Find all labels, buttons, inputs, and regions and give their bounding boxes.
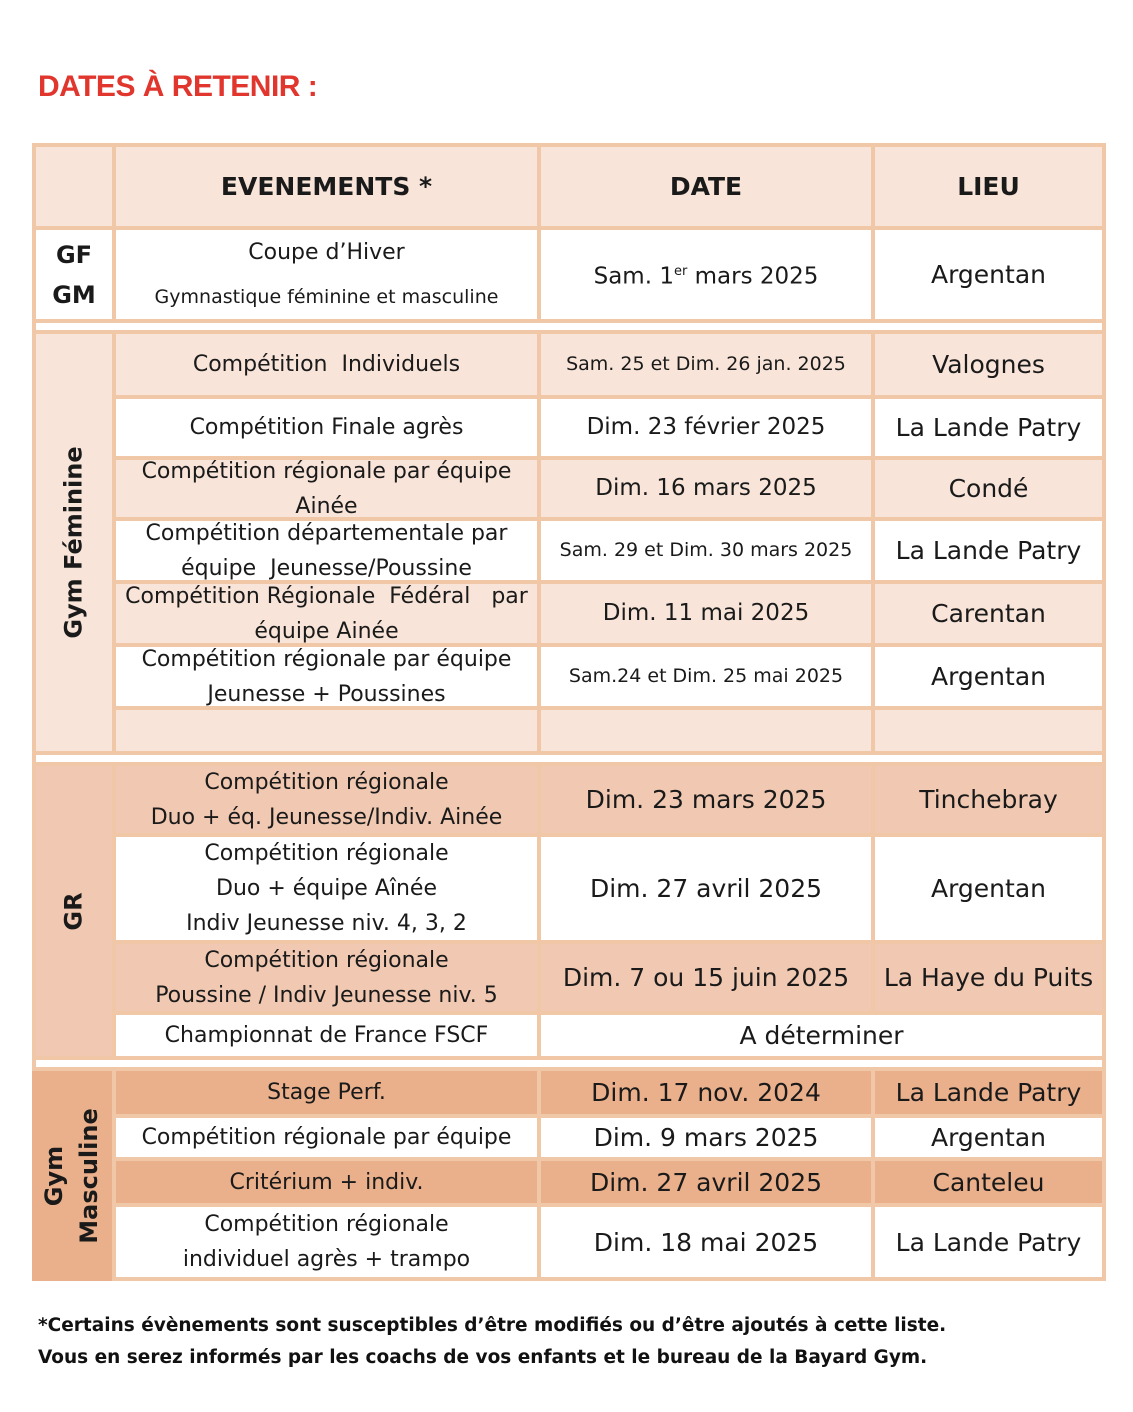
lieu-cell: La Lande Patry	[875, 1071, 1102, 1114]
footnote	[38, 1310, 946, 1374]
event-cell: Compétition régionale par équipe Ainée	[116, 460, 537, 517]
event-cell: Compétition régionale individuel agrès + trampo	[116, 1207, 537, 1277]
lieu-cell: Condé	[875, 460, 1102, 517]
event-cell: Compétition régionale Poussine / Indiv Jeunesse niv. 5	[116, 944, 537, 1011]
event-cell: Championnat de France FSCF	[116, 1015, 537, 1056]
lieu-cell: Carentan	[875, 584, 1102, 643]
group-gym-masculine-label: Gym Masculine	[40, 1108, 103, 1244]
group-gr	[36, 766, 112, 1056]
lieu-cell: Argentan	[875, 230, 1102, 319]
separator	[36, 1060, 1102, 1067]
event-cell: Compétition Individuels	[116, 334, 537, 395]
event-cell: Compétition Finale agrès	[116, 399, 537, 456]
separator	[36, 755, 1102, 762]
lieu-cell: Argentan	[875, 647, 1102, 706]
date-cell: Sam. 25 et Dim. 26 jan. 2025	[541, 334, 871, 395]
date-cell: Dim. 11 mai 2025	[541, 584, 871, 643]
date-cell: Dim. 16 mars 2025	[541, 460, 871, 517]
empty-cell	[875, 710, 1102, 751]
date-cell: Dim. 27 avril 2025	[541, 837, 871, 940]
date-cell: Dim. 7 ou 15 juin 2025	[541, 944, 871, 1011]
events-table	[32, 143, 1106, 1281]
date-cell: Sam. 29 et Dim. 30 mars 2025	[541, 521, 871, 580]
event-cell: Stage Perf.	[116, 1071, 537, 1114]
date-cell: Dim. 27 avril 2025	[541, 1161, 871, 1203]
event-cell: Compétition départementale par équipe Jeunesse/Poussine	[116, 521, 537, 580]
empty-cell	[116, 710, 537, 751]
lieu-cell: La Haye du Puits	[875, 944, 1102, 1011]
event-cell: Critérium + indiv.	[116, 1161, 537, 1203]
date-cell: Dim. 23 mars 2025	[541, 766, 871, 833]
group-gf-label: GF	[55, 240, 93, 269]
event-cell: Compétition régionale par équipe	[116, 1118, 537, 1157]
event-cell: Compétition régionale par équipe Jeunesse + Poussines	[116, 647, 537, 706]
separator	[36, 323, 1102, 330]
group-gym-feminine-label: Gym Féminine	[59, 446, 88, 639]
header-events: EVENEMENTS *	[116, 147, 537, 226]
header-date: DATE	[541, 147, 871, 226]
page-title: DATES À RETENIR :	[38, 70, 318, 103]
group-gym-feminine	[36, 334, 112, 751]
lieu-cell: Tinchebray	[875, 766, 1102, 833]
lieu-cell: Argentan	[875, 837, 1102, 940]
group-gm-label: GM	[52, 280, 96, 309]
header-lieu: LIEU	[875, 147, 1102, 226]
group-gf-gm	[36, 230, 112, 319]
date-cell: A déterminer	[541, 1015, 1102, 1056]
event-cell: Compétition Régionale Fédéral par équipe Ainée	[116, 584, 537, 643]
group-gym-masculine	[32, 1071, 112, 1281]
group-gr-label: GR	[59, 891, 88, 931]
footnote-line-1: *Certains évènements sont susceptibles d’être modifiés ou d’être ajoutés à cette liste.	[38, 1315, 947, 1336]
lieu-cell: Valognes	[875, 334, 1102, 395]
footnote-line-2: Vous en serez informés par les coachs de vos enfants et le bureau de la Bayard Gym.	[38, 1347, 928, 1368]
event-cell: Compétition régionale Duo + éq. Jeunesse/Indiv. Ainée	[116, 766, 537, 833]
header-empty-cell	[36, 147, 112, 226]
lieu-cell: La Lande Patry	[875, 521, 1102, 580]
lieu-cell: La Lande Patry	[875, 1207, 1102, 1277]
lieu-cell: La Lande Patry	[875, 399, 1102, 456]
event-cell: Coupe d’Hiver Gymnastique féminine et masculine	[116, 230, 537, 319]
date-cell: Dim. 17 nov. 2024	[541, 1071, 871, 1114]
lieu-cell: Canteleu	[875, 1161, 1102, 1203]
date-cell: Dim. 23 février 2025	[541, 399, 871, 456]
lieu-cell: Argentan	[875, 1118, 1102, 1157]
date-cell: Sam.24 et Dim. 25 mai 2025	[541, 647, 871, 706]
date-cell: Dim. 18 mai 2025	[541, 1207, 871, 1277]
empty-cell	[541, 710, 871, 751]
event-cell: Compétition régionale Duo + équipe Aînée Indiv Jeunesse niv. 4, 3, 2	[116, 837, 537, 940]
date-cell: Sam. 1er mars 2025	[541, 230, 871, 319]
date-cell: Dim. 9 mars 2025	[541, 1118, 871, 1157]
